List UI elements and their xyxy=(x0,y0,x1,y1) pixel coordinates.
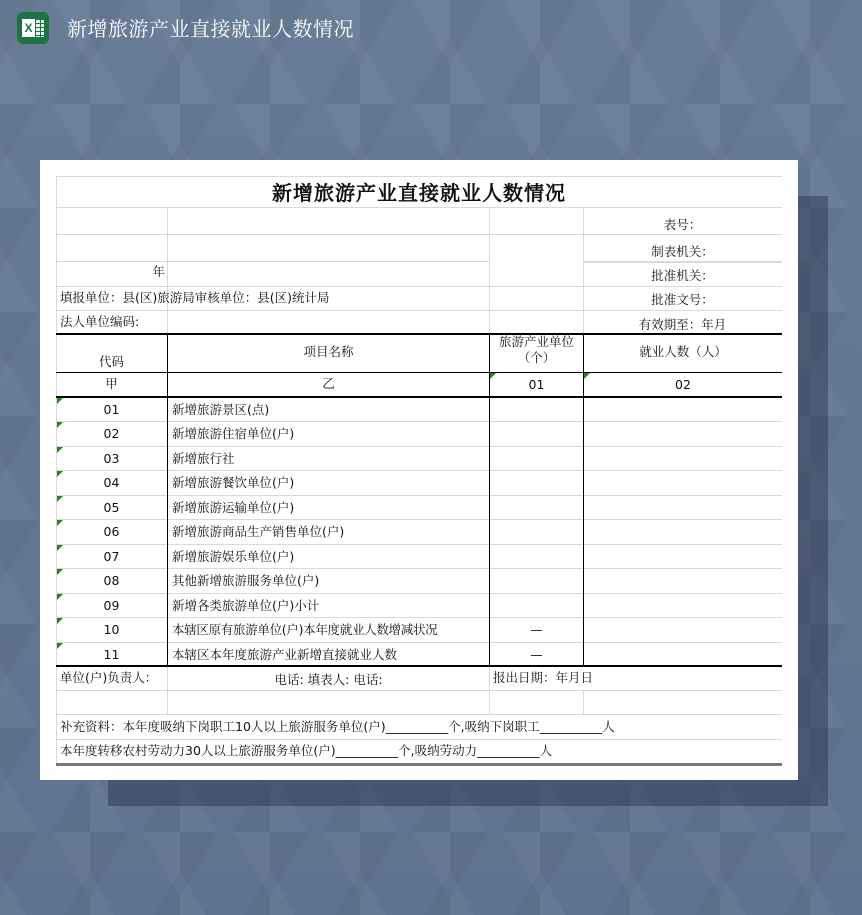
column-header-code[interactable]: 代码 xyxy=(98,354,124,369)
column-header-units[interactable] xyxy=(490,333,583,365)
supplement-line-2[interactable]: 本年度转移农村劳动力30人以上旅游服务单位(户)__________个,吸纳劳动力__________人 xyxy=(60,743,553,758)
valid-until-label[interactable]: 有效期至：年月 xyxy=(638,317,727,332)
phone-filler-label[interactable]: 电话: 填表人: 电话: xyxy=(274,672,383,687)
row-code[interactable]: 05 xyxy=(103,500,120,515)
row-name[interactable]: 新增旅游餐饮单位(户) xyxy=(172,475,295,490)
row-units[interactable]: — xyxy=(530,622,543,637)
column-header-employees[interactable]: 就业人数（人） xyxy=(639,344,727,359)
row-name[interactable]: 新增旅游住宿单位(户) xyxy=(172,426,295,441)
column-id-name[interactable]: 乙 xyxy=(322,376,335,391)
spreadsheet-preview xyxy=(40,160,798,780)
row-name[interactable]: 新增旅行社 xyxy=(172,451,235,466)
table-number-label[interactable]: 表号： xyxy=(663,217,702,232)
row-code[interactable]: 10 xyxy=(103,622,120,637)
row-code[interactable]: 11 xyxy=(103,647,120,662)
column-id-employees[interactable]: 02 xyxy=(675,377,691,392)
row-code[interactable]: 04 xyxy=(103,475,120,490)
column-header-units-line1: 旅游产业单位 xyxy=(498,334,574,349)
column-header-units-line2: （个） xyxy=(517,350,556,365)
approved-by-label[interactable]: 批准机关： xyxy=(651,268,714,283)
excel-x-glyph: X xyxy=(22,19,35,37)
row-name[interactable]: 新增旅游商品生产销售单位(户) xyxy=(172,524,345,539)
title-bar xyxy=(0,0,862,60)
excel-icon xyxy=(17,12,49,44)
row-code[interactable]: 01 xyxy=(103,402,120,417)
row-code[interactable]: 03 xyxy=(103,451,120,466)
row-code[interactable]: 09 xyxy=(103,598,120,613)
approval-number-label[interactable]: 批准文号： xyxy=(651,292,714,307)
row-name[interactable]: 新增旅游娱乐单位(户) xyxy=(172,549,295,564)
responsible-label[interactable]: 单位(户)负责人： xyxy=(60,670,158,685)
spreadsheet-grid xyxy=(56,176,782,764)
window-title: 新增旅游产业直接就业人数情况 xyxy=(67,17,354,41)
row-code[interactable]: 07 xyxy=(103,549,120,564)
year-label[interactable]: 年 xyxy=(152,264,165,279)
row-code[interactable]: 06 xyxy=(103,524,120,539)
legal-code-label[interactable]: 法人单位编码: xyxy=(60,314,140,329)
column-id-code[interactable]: 甲 xyxy=(105,376,118,391)
column-header-name[interactable]: 项目名称 xyxy=(303,344,354,359)
row-code[interactable]: 08 xyxy=(103,573,120,588)
report-date-label[interactable]: 报出日期：年月日 xyxy=(493,670,594,685)
fill-unit-label[interactable]: 填报单位：县(区)旅游局审核单位：县(区)统计局 xyxy=(60,290,330,305)
supplement-line-1[interactable]: 补充资料：本年度吸纳下岗职工10人以上旅游服务单位(户)__________个,吸纳下岗职工__________人 xyxy=(60,719,615,734)
row-name[interactable]: 其他新增旅游服务单位(户) xyxy=(172,573,320,588)
row-name[interactable]: 本辖区本年度旅游产业新增直接就业人数 xyxy=(172,647,398,662)
column-id-units[interactable]: 01 xyxy=(528,377,545,392)
row-units[interactable]: — xyxy=(530,647,543,662)
row-name[interactable]: 新增旅游景区(点) xyxy=(172,402,270,417)
row-name[interactable]: 新增各类旅游单位(户)小计 xyxy=(172,598,320,613)
row-code[interactable]: 02 xyxy=(103,426,120,441)
form-title: 新增旅游产业直接就业人数情况 xyxy=(272,181,566,205)
made-by-label[interactable]: 制表机关： xyxy=(651,244,714,259)
row-name[interactable]: 新增旅游运输单位(户) xyxy=(172,500,295,515)
row-name[interactable]: 本辖区原有旅游单位(户)本年度就业人数增减状况 xyxy=(172,622,438,637)
